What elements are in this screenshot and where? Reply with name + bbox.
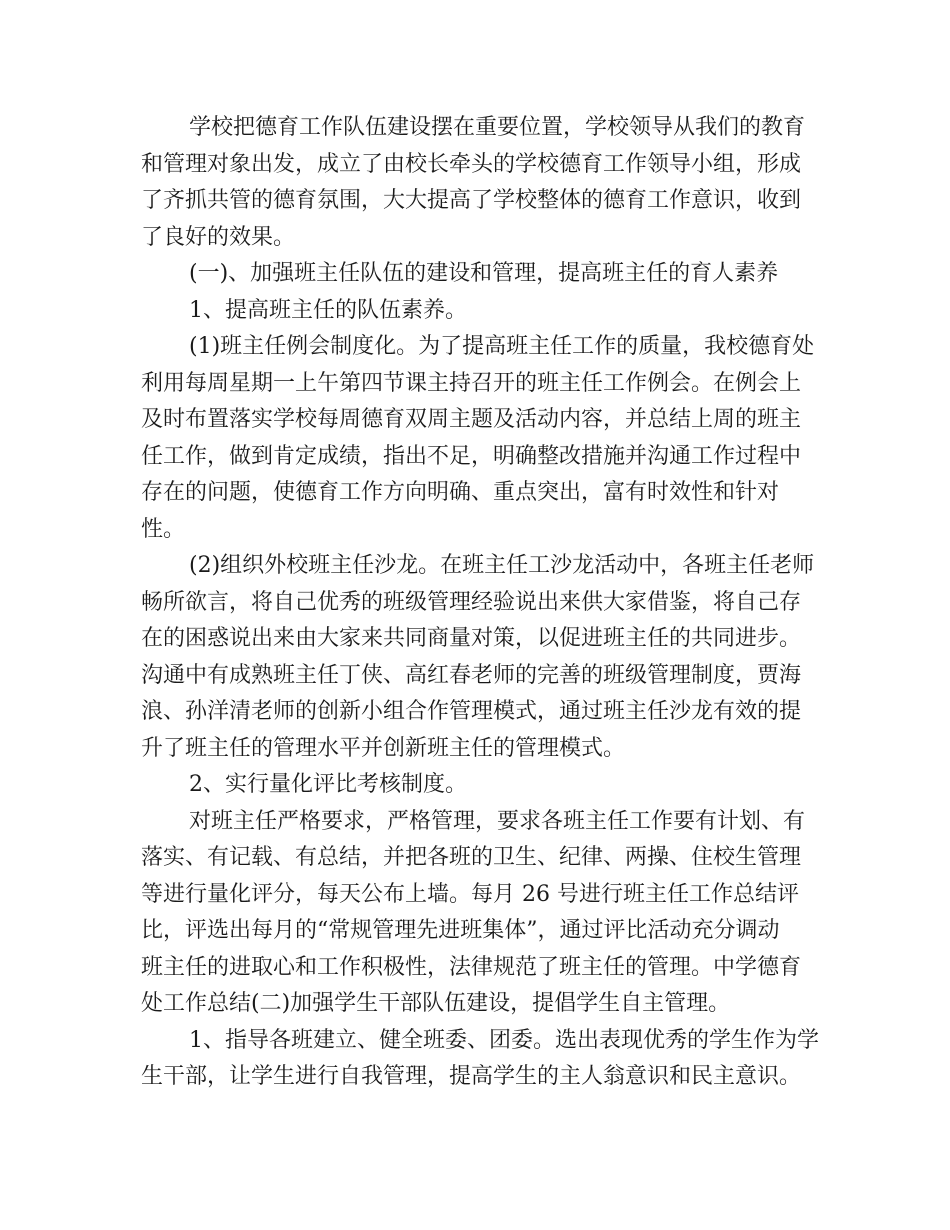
text-line: 任工作，做到肯定成绩，指出不足，明确整改措施并沟通工作过程中: [141, 443, 802, 469]
text-line: 及时布置落实学校每周德育双周主题及活动内容，并总结上周的班主: [141, 407, 802, 432]
section-heading-1: [141, 256, 813, 293]
text-line: 1、指导各班建立、健全班委、团委。选出表现优秀的学生作为学: [189, 1027, 819, 1053]
text-line: 生干部，让学生进行自我管理，提高学生的主人翁意识和民主意识。: [141, 1064, 802, 1089]
subheading-2: [141, 767, 813, 804]
text-line: 在的困惑说出来由大家来共同商量对策，以促进班主任的共同进步。: [141, 626, 802, 651]
subheading-text: 1、提高班主任的队伍素养。: [189, 297, 467, 323]
text-line: 学校把德育工作队伍建设摆在重要位置，学校领导从我们的教育: [189, 115, 806, 140]
text-line: 升了班主任的管理水平并创新班主任的管理模式。: [141, 735, 626, 761]
text-line: 浪、孙洋清老师的创新小组合作管理模式，通过班主任沙龙有效的提: [141, 699, 802, 724]
text-line: 性。: [141, 516, 186, 542]
text-line: 存在的问题，使德育工作方向明确、重点突出，富有时效性和针对: [141, 480, 780, 505]
text-line: 班主任的进取心和工作积极性，法律规范了班主任的管理。中学德育: [141, 954, 802, 980]
text-line: 对班主任严格要求，严格管理，要求各班主任工作要有计划、有: [189, 808, 806, 834]
text-line: 处工作总结(二)加强学生干部队伍建设，提倡学生自主管理。: [141, 991, 731, 1016]
paragraph-item-1: [141, 329, 813, 548]
text-line: (1)班主任例会制度化。为了提高班主任工作的质量，我校德育处: [189, 334, 815, 359]
text-line: (2)组织外校班主任沙龙。在班主任工沙龙活动中，各班主任老师: [189, 553, 815, 578]
text-line: 落实、有记载、有总结，并把各班的卫生、纪律、两操、住校生管理: [141, 845, 802, 870]
text-line: 等进行量化评分，每天公布上墙。每月 26 号进行班主任工作总结评: [141, 881, 799, 907]
text-line: 了良好的效果。: [141, 224, 296, 250]
paragraph-evaluation: [141, 804, 813, 1023]
text-line: 利用每周星期一上午第四节课主持召开的班主任工作例会。在例会上: [141, 370, 802, 396]
subheading-text: 2、实行量化评比考核制度。: [189, 772, 467, 797]
section-heading-text: (一)、加强班主任队伍的建设和管理，提高班主任的育人素养: [189, 261, 779, 286]
text-line: 了齐抓共管的德育氛围，大大提高了学校整体的德育工作意识，收到: [141, 188, 802, 213]
document-body: [141, 110, 819, 1096]
paragraph-intro: [141, 110, 813, 256]
paragraph-item-2: [141, 548, 813, 767]
text-line: 沟通中有成熟班主任丁侠、高红春老师的完善的班级管理制度，贾海: [141, 662, 802, 688]
text-line: 畅所欲言，将自己优秀的班级管理经验说出来供大家借鉴，将自己存: [141, 589, 802, 615]
text-line: 和管理对象出发，成立了由校长牵头的学校德育工作领导小组，形成: [141, 151, 802, 177]
text-line: 比，评选出每月的“常规管理先进班集体”，通过评比活动充分调动: [141, 918, 780, 943]
subheading-1: [141, 293, 813, 330]
paragraph-student-cadre: [141, 1023, 819, 1096]
